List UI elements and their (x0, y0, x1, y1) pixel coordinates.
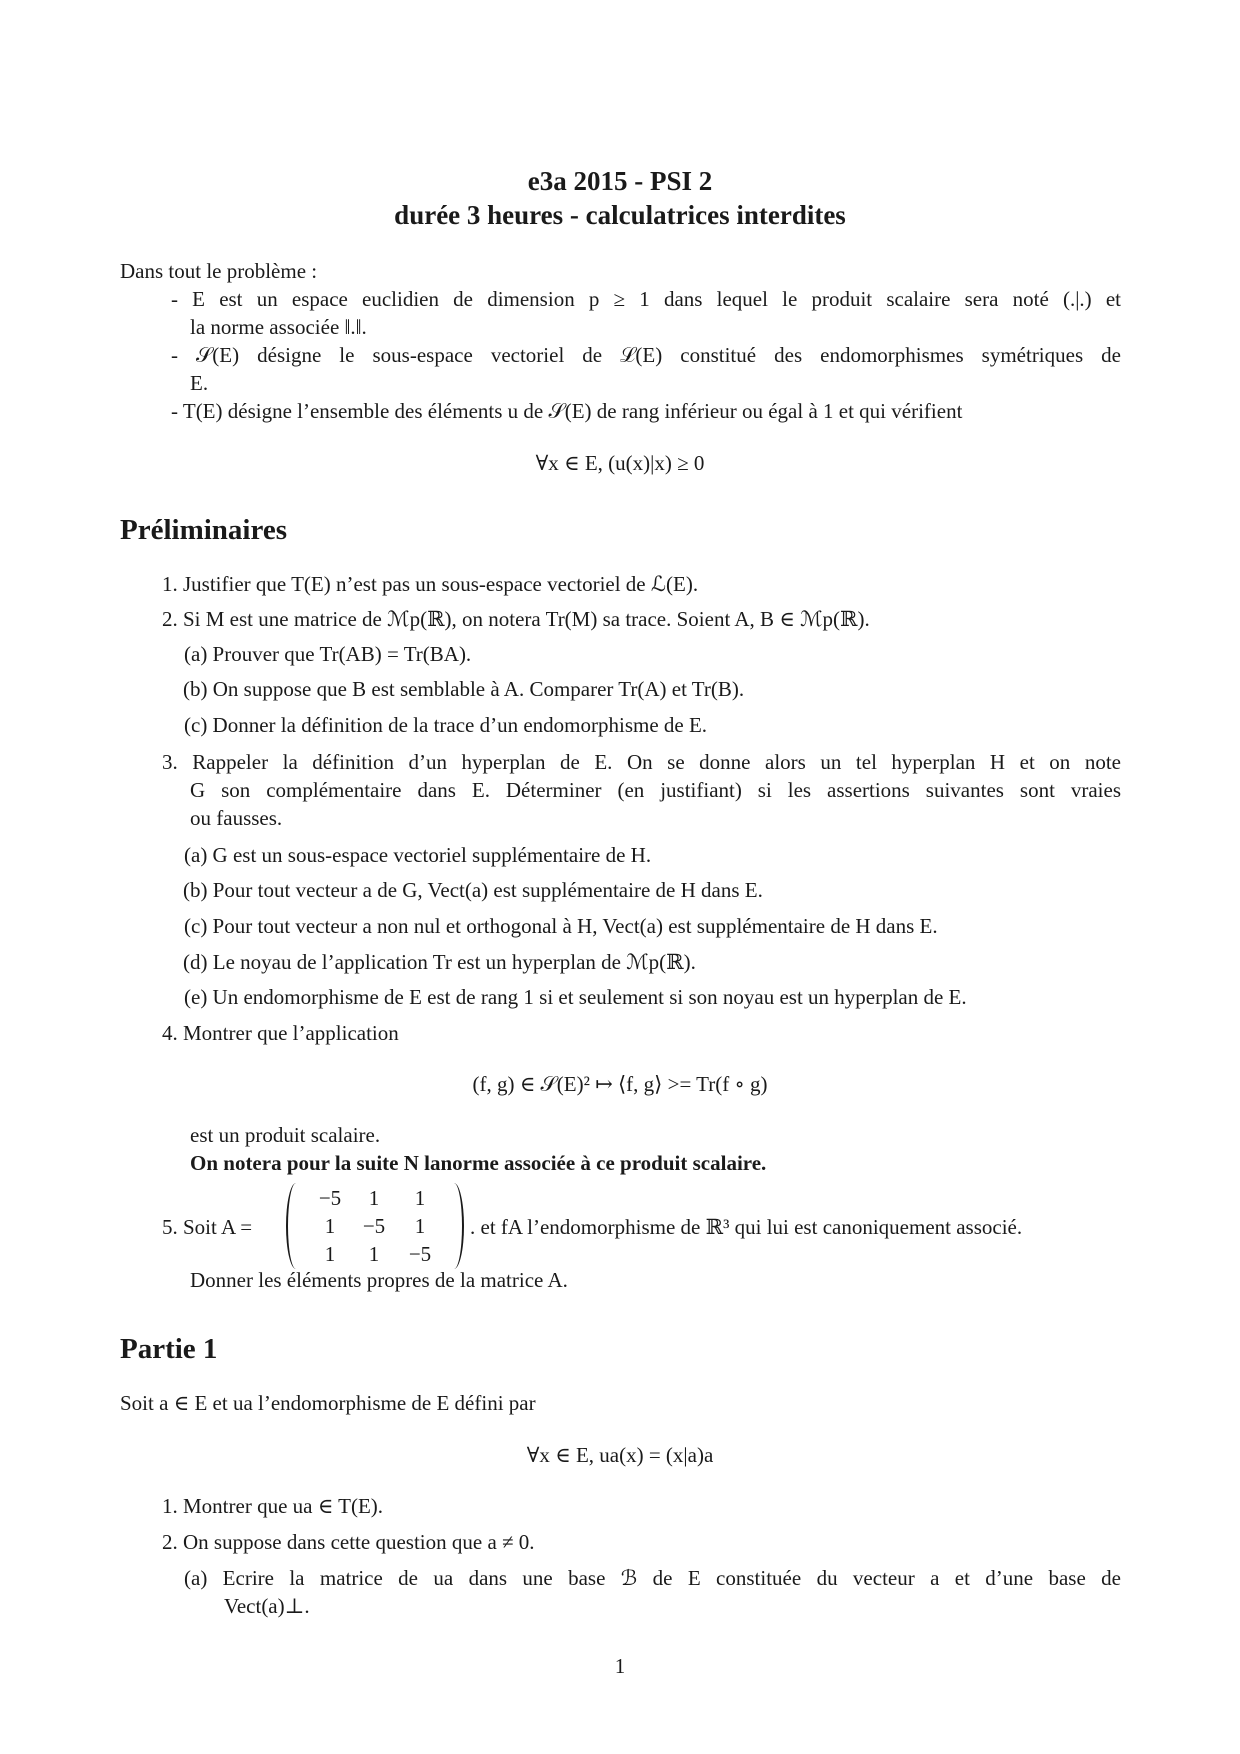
partie1-question-2a-line-1: (a) Ecrire la matrice de ua dans une base ℬ de E constituée du vecteur a et d’une base de (184, 1566, 1121, 1590)
prelim-question-3c: (c) Pour tout vecteur a non nul et orthogonal à H, Vect(a) est supplémentaire de H dans E. (184, 914, 938, 938)
intro-item-2-line-2: E. (190, 371, 209, 395)
exam-subtitle: durée 3 heures - calculatrices interdites (394, 200, 846, 230)
prelim-question-4: 4. Montrer que l’application (162, 1021, 399, 1045)
matrix-right-paren (444, 1183, 464, 1269)
matrix-a (286, 1183, 464, 1269)
prelim-question-3-line-1: 3. Rappeler la définition d’un hyperplan de E. On se donne alors un tel hyperplan H et on note (162, 750, 1121, 774)
prelim-question-4-after: est un produit scalaire. (190, 1123, 381, 1147)
prelim-question-4-formula: (f, g) ∈ 𝒮(E)² ↦ ⟨f, g⟩ >= Tr(f ∘ g) (472, 1072, 768, 1096)
matrix-cell: 1 (368, 1186, 380, 1210)
intro-item-3-line-1: - T(E) désigne l’ensemble des éléments u de 𝒮(E) de rang inférieur ou égal à 1 et qui vérifient (171, 399, 963, 423)
prelim-question-1: 1. Justifier que T(E) n’est pas un sous-espace vectoriel de ℒ(E). (162, 572, 699, 596)
page-number: 1 (614, 1654, 626, 1678)
section-heading-partie-1: Partie 1 (120, 1333, 218, 1365)
prelim-question-4-bold-note: On notera pour la suite N lanorme associée à ce produit scalaire. (190, 1151, 767, 1175)
intro-item-1-line-2: la norme associée ‖.‖. (190, 315, 367, 339)
intro-item-2-line-1: - 𝒮(E) désigne le sous-espace vectoriel de ℒ(E) constitué des endomorphismes symétriques de (171, 343, 1121, 367)
intro-formula: ∀x ∈ E, (u(x)|x) ≥ 0 (535, 451, 705, 475)
matrix-cell: −5 (318, 1186, 342, 1210)
prelim-question-2c: (c) Donner la définition de la trace d’un endomorphisme de E. (184, 713, 708, 737)
matrix-cell: 1 (414, 1186, 426, 1210)
prelim-question-3a: (a) G est un sous-espace vectoriel supplémentaire de H. (184, 843, 652, 867)
prelim-question-3-line-2: G son complémentaire dans E. Déterminer (en justifiant) si les assertions suivantes sont vraies (190, 778, 1121, 802)
prelim-question-2b: (b) On suppose que B est semblable à A. Comparer Tr(A) et Tr(B). (183, 677, 745, 701)
matrix-left-paren (286, 1183, 306, 1269)
prelim-question-3e: (e) Un endomorphisme de E est de rang 1 si et seulement si son noyau est un hyperplan de E. (184, 985, 967, 1009)
prelim-question-2: 2. Si M est une matrice de ℳp(ℝ), on notera Tr(M) sa trace. Soient A, B ∈ ℳp(ℝ). (162, 607, 870, 631)
intro-lead: Dans tout le problème : (120, 259, 318, 283)
prelim-question-3d: (d) Le noyau de l’application Tr est un hyperplan de ℳp(ℝ). (183, 950, 696, 974)
partie1-question-1: 1. Montrer que ua ∈ T(E). (162, 1494, 384, 1518)
partie1-question-2: 2. On suppose dans cette question que a ≠ 0. (162, 1530, 535, 1554)
prelim-question-3-line-3: ou fausses. (190, 806, 283, 830)
matrix-cell: 1 (324, 1214, 336, 1238)
exam-title: e3a 2015 - PSI 2 (527, 166, 713, 196)
matrix-cell: −5 (408, 1242, 432, 1266)
matrix-cell: 1 (368, 1242, 380, 1266)
prelim-question-5-after: Donner les éléments propres de la matrice A. (190, 1268, 568, 1292)
partie1-intro: Soit a ∈ E et ua l’endomorphisme de E défini par (120, 1391, 536, 1415)
section-heading-preliminaires: Préliminaires (120, 514, 287, 546)
matrix-cell: −5 (362, 1214, 386, 1238)
prelim-question-3b: (b) Pour tout vecteur a de G, Vect(a) est supplémentaire de H dans E. (183, 878, 763, 902)
prelim-question-5-prefix: 5. Soit A = (162, 1215, 253, 1239)
partie1-question-2a-line-2: Vect(a)⊥. (224, 1594, 310, 1618)
intro-item-1-line-1: - E est un espace euclidien de dimension p ≥ 1 dans lequel le produit scalaire sera noté (.|.) et (171, 287, 1121, 311)
matrix-cell: 1 (414, 1214, 426, 1238)
matrix-cell: 1 (324, 1242, 336, 1266)
prelim-question-5-suffix: . et fA l’endomorphisme de ℝ³ qui lui est canoniquement associé. (470, 1215, 1023, 1239)
partie1-formula: ∀x ∈ E, ua(x) = (x|a)a (526, 1443, 714, 1467)
prelim-question-2a: (a) Prouver que Tr(AB) = Tr(BA). (184, 642, 472, 666)
